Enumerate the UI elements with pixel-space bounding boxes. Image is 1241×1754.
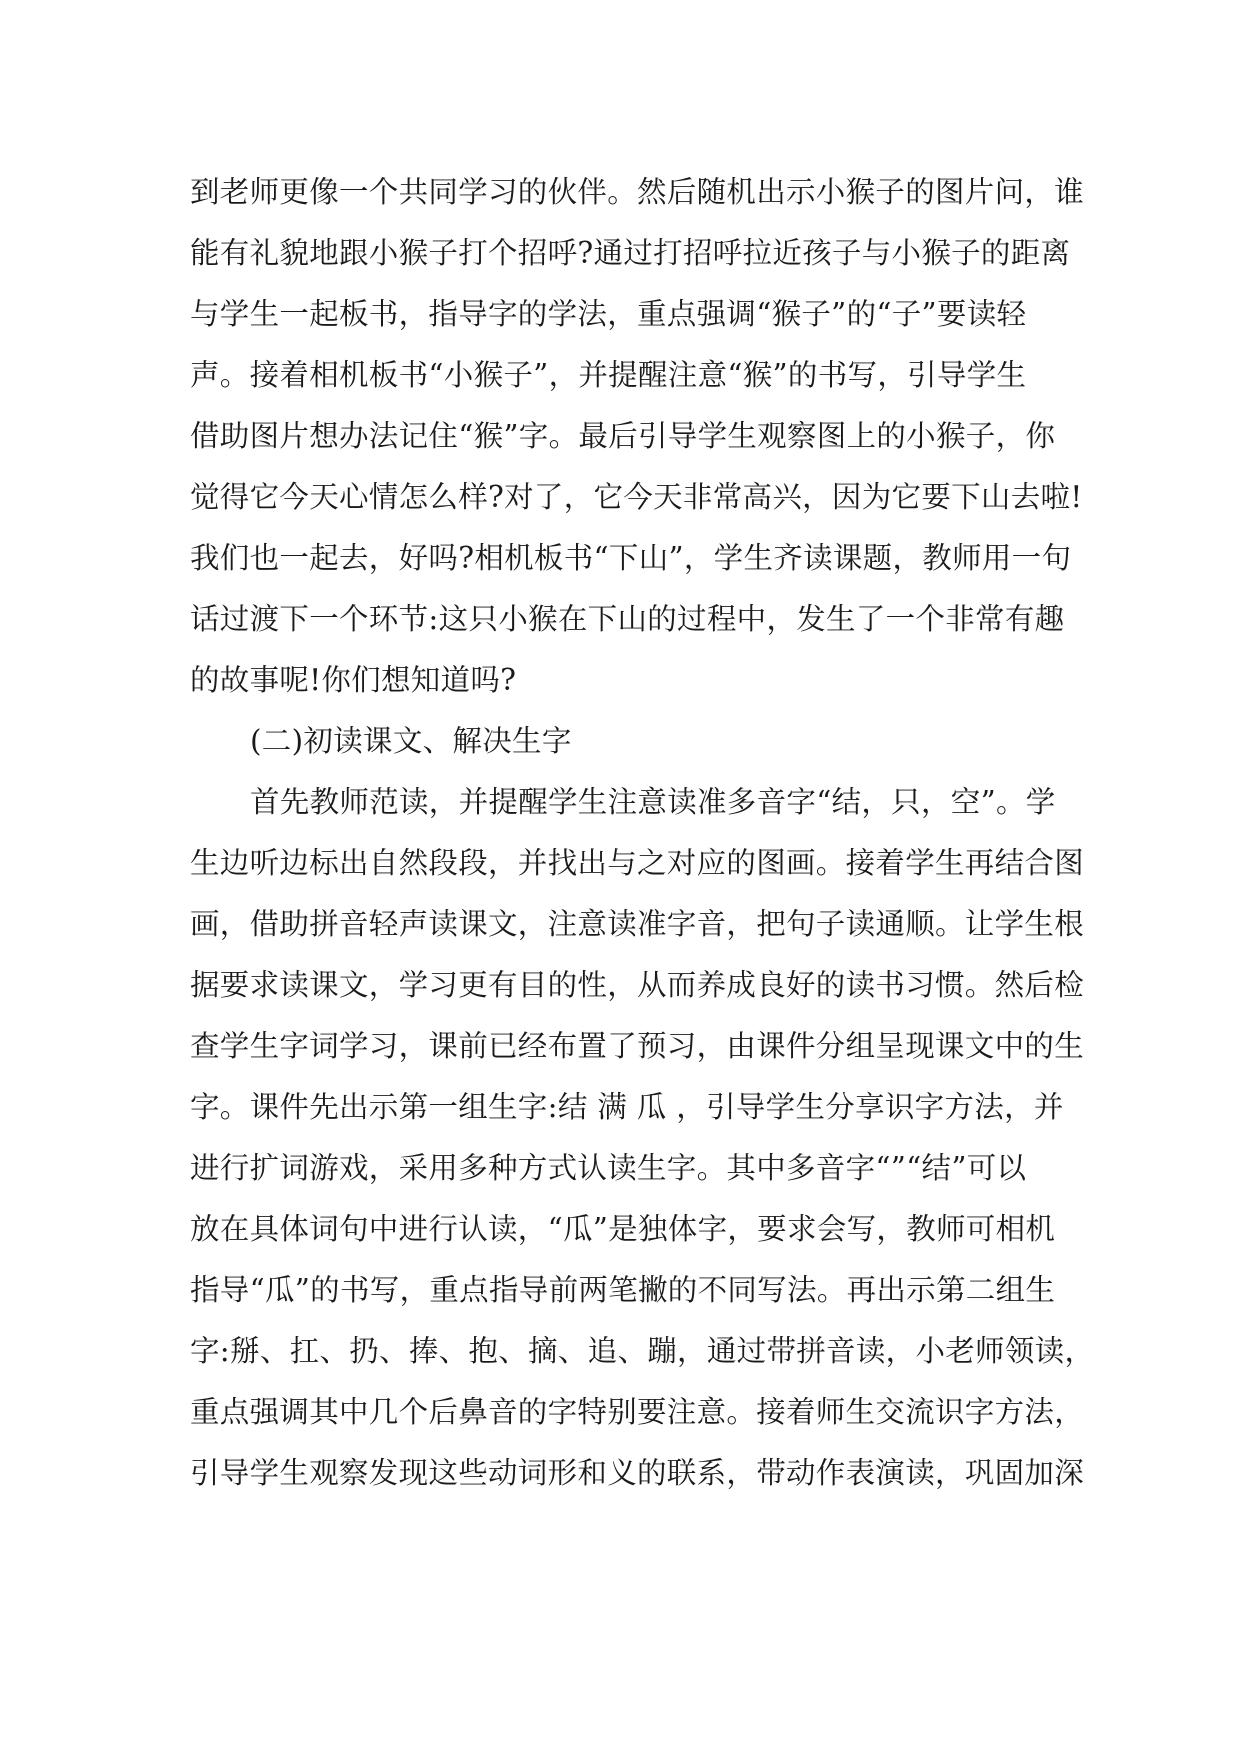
text-line: 查学生字词学习，课前已经布置了预习，由课件分组呈现课文中的生 bbox=[190, 1029, 1085, 1063]
document-body bbox=[190, 162, 1095, 1504]
text-line: 到老师更像一个共同学习的伙伴。然后随机出示小猴子的图片问，谁 bbox=[190, 175, 1085, 209]
text-line: 指导“瓜”的书写，重点指导前两笔撇的不同写法。再出示第二组生 bbox=[190, 1273, 1056, 1307]
text-line: 借助图片想办法记住“猴”字。最后引导学生观察图上的小猴子，你 bbox=[190, 419, 1056, 453]
paragraph-start-line: (二)初读课文、解决生字 bbox=[250, 724, 572, 758]
text-line: 我们也一起去，好吗?相机板书“下山”，学生齐读课题，教师用一句 bbox=[190, 541, 1072, 575]
text-line: 据要求读课文，学习更有目的性，从而养成良好的读书习惯。然后检 bbox=[190, 968, 1085, 1002]
text-line: 重点强调其中几个后鼻音的字特别要注意。接着师生交流识字方法， bbox=[190, 1395, 1085, 1429]
text-line: 觉得它今天心情怎么样?对了，它今天非常高兴，因为它要下山去啦! bbox=[190, 480, 1083, 514]
text-line: 字。课件先出示第一组生字:结 满 瓜 ，引导学生分享识字方法，并 bbox=[190, 1090, 1064, 1124]
text-line: 生边听边标出自然段段，并找出与之对应的图画。接着学生再结合图 bbox=[190, 846, 1085, 880]
text-line: 能有礼貌地跟小猴子打个招呼?通过打招呼拉近孩子与小猴子的距离 bbox=[190, 236, 1071, 270]
text-line: 与学生一起板书，指导字的学法，重点强调“猴子”的“子”要读轻 bbox=[190, 297, 1027, 331]
text-line: 进行扩词游戏，采用多种方式认读生字。其中多音字“”“结”可以 bbox=[190, 1151, 1027, 1185]
text-line: 画，借助拼音轻声读课文，注意读准字音，把句子读通顺。让学生根 bbox=[190, 907, 1085, 941]
text-line: 的故事呢!你们想知道吗? bbox=[190, 663, 517, 697]
text-line: 话过渡下一个环节:这只小猴在下山的过程中，发生了一个非常有趣 bbox=[190, 602, 1065, 636]
text-line: 引导学生观察发现这些动词形和义的联系，带动作表演读，巩固加深 bbox=[190, 1456, 1085, 1490]
paragraph-start-line: 首先教师范读，并提醒学生注意读准多音字“结，只，空”。学 bbox=[250, 785, 1056, 819]
text-line: 声。接着相机板书“小猴子”，并提醒注意“猴”的书写，引导学生 bbox=[190, 358, 1027, 392]
text-line: 字:掰、扛、扔、捧、抱、摘、追、蹦，通过带拼音读，小老师领读， bbox=[190, 1334, 1095, 1368]
text-line: 放在具体词句中进行认读，“瓜”是独体字，要求会写，教师可相机 bbox=[190, 1212, 1056, 1246]
